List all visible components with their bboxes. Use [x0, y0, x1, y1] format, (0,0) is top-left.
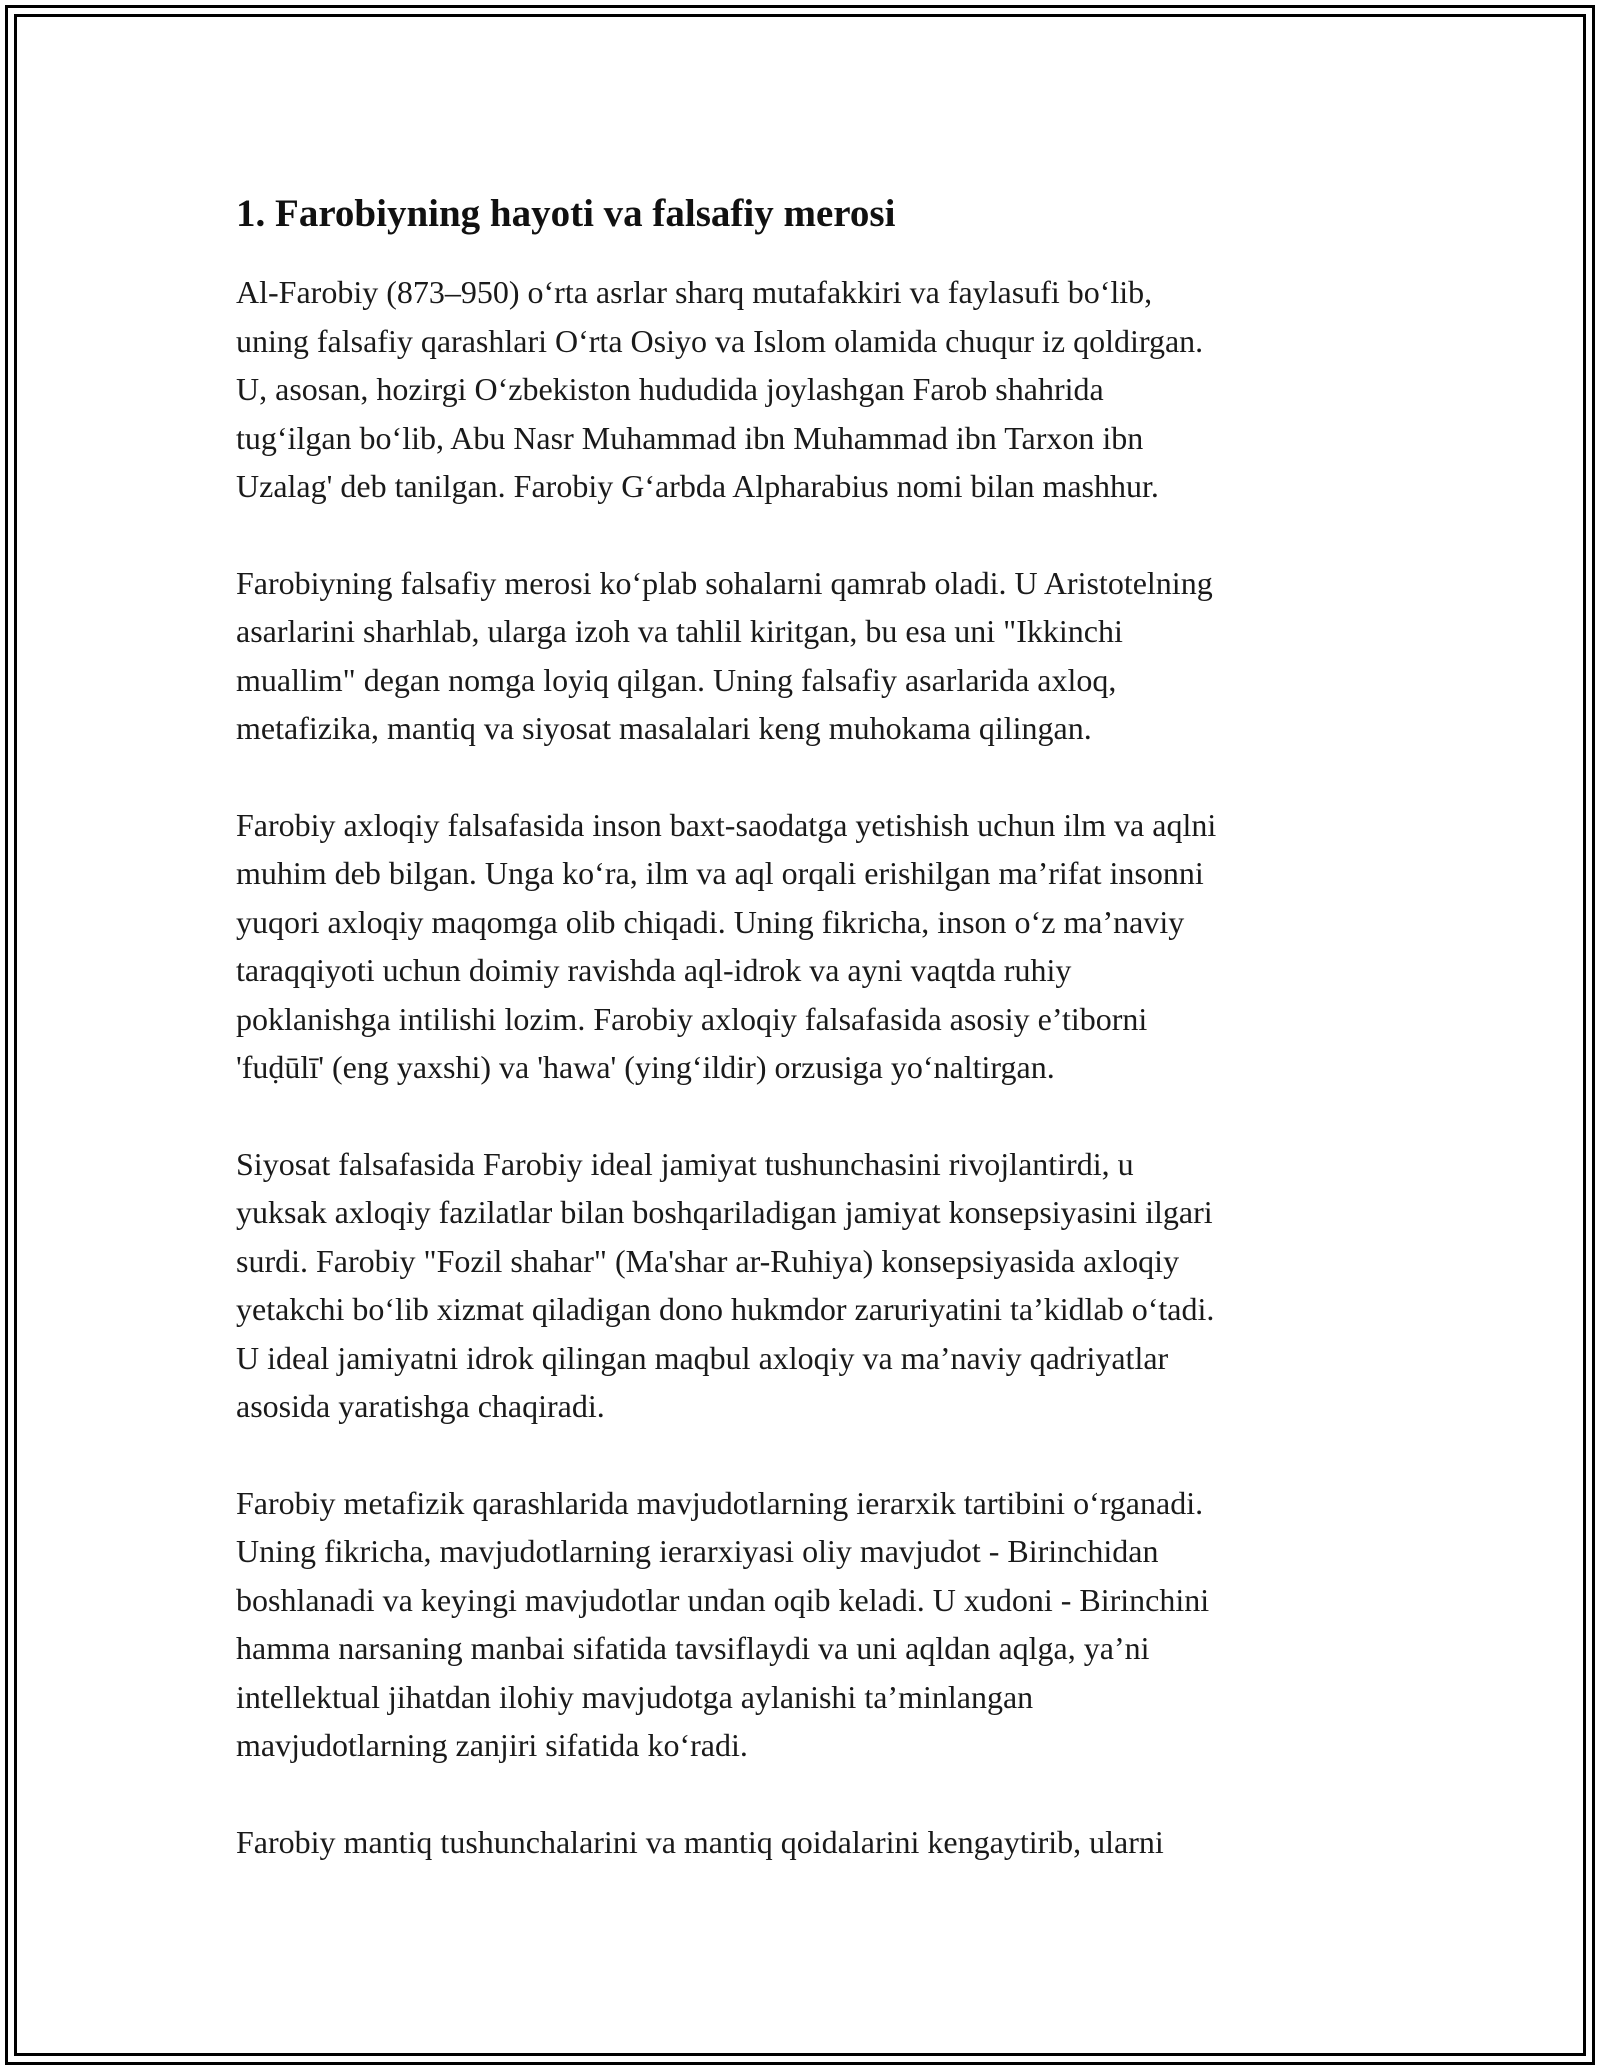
text-line: tug‘ilgan bo‘lib, Abu Nasr Muhammad ibn Muhammad ibn Tarxon ibn — [236, 419, 1144, 456]
text-line: Farobiy mantiq tushunchalarini va mantiq qoidalarini kengaytirib, ularni — [236, 1823, 1164, 1860]
text-line: surdi. Farobiy "Fozil shahar" (Ma'shar ar-Ruhiya) konsepsiyasida axloqiy — [236, 1242, 1180, 1279]
text-line: asarlarini sharhlab, ularga izoh va tahlil kiritgan, bu esa uni "Ikkinchi — [236, 613, 1123, 649]
text-line: poklanishga intilishi lozim. Farobiy axloqiy falsafasida asosiy e’tiborni — [236, 1000, 1148, 1037]
text-line: Farobiyning falsafiy merosi ko‘plab sohalarni qamrab oladi. U Aristotelning — [236, 564, 1213, 601]
text-line: Farobiy metafizik qarashlarida mavjudotlarning ierarxik tartibini o‘rganadi. — [236, 1484, 1204, 1521]
paragraph-biography — [236, 268, 1386, 511]
text-line: yuqori axloqiy maqomga olib chiqadi. Uning fikricha, inson o‘z ma’naviy — [236, 903, 1185, 940]
text-line: Uning fikricha, mavjudotlarning ierarxiyasi oliy mavjudot - Birinchidan — [236, 1533, 1159, 1569]
text-line: boshlanadi va keyingi mavjudotlar undan oqib keladi. U xudoni - Birinchini — [236, 1581, 1210, 1618]
text-line: U, asosan, hozirgi O‘zbekiston hududida joylashgan Farob shahrida — [236, 371, 1104, 407]
text-line: Siyosat falsafasida Farobiy ideal jamiyat tushunchasini rivojlantirdi, u — [236, 1145, 1134, 1182]
text-line: mavjudotlarning zanjiri sifatida ko‘radi. — [236, 1727, 748, 1763]
text-line: yuksak axloqiy fazilatlar bilan boshqariladigan jamiyat konsepsiyasini ilgari — [236, 1194, 1213, 1230]
text-line: taraqqiyoti uchun doimiy ravishda aql-idrok va ayni vaqtda ruhiy — [236, 952, 1072, 988]
text-line: metafizika, mantiq va siyosat masalalari keng muhokama qilingan. — [236, 710, 1092, 746]
paragraph-logic — [236, 1818, 1386, 1867]
text-line: muallim" degan nomga loyiq qilgan. Uning falsafiy asarlarida axloq, — [236, 661, 1117, 698]
paragraph-metaphysics — [236, 1479, 1386, 1770]
text-line: intellektual jihatdan ilohiy mavjudotga aylanishi ta’minlangan — [236, 1678, 1034, 1715]
text-line: U ideal jamiyatni idrok qilingan maqbul axloqiy va ma’naviy qadriyatlar — [236, 1339, 1169, 1376]
paragraph-politics — [236, 1140, 1386, 1431]
text-line: Al-Farobiy (873–950) o‘rta asrlar sharq mutafakkiri va faylasufi bo‘lib, — [236, 274, 1153, 310]
paragraph-ethics — [236, 801, 1386, 1092]
text-line: Farobiy axloqiy falsafasida inson baxt-saodatga yetishish uchun ilm va aqlni — [236, 806, 1217, 843]
paragraph-legacy — [236, 559, 1386, 753]
text-line: asosida yaratishga chaqiradi. — [236, 1388, 605, 1424]
section-heading: 1. Farobiyning hayoti va falsafiy merosi — [236, 192, 896, 235]
text-line: yetakchi bo‘lib xizmat qiladigan dono hukmdor zaruriyatini ta’kidlab o‘tadi. — [236, 1291, 1215, 1327]
text-line: Uzalag' deb tanilgan. Farobiy G‘arbda Alpharabius nomi bilan mashhur. — [236, 468, 1159, 504]
text-line: muhim deb bilgan. Unga ko‘ra, ilm va aql orqali erishilgan ma’rifat insonni — [236, 855, 1204, 891]
document-body — [236, 188, 1386, 1914]
text-line: uning falsafiy qarashlari O‘rta Osiyo va Islom olamida chuqur iz qoldirgan. — [236, 322, 1204, 359]
text-line: hamma narsaning manbai sifatida tavsiflaydi va uni aqldan aqlga, ya’ni — [236, 1630, 1150, 1666]
text-line: 'fuḍūlī' (eng yaxshi) va 'hawa' (ying‘ildir) orzusiga yo‘naltirgan. — [236, 1049, 1055, 1085]
